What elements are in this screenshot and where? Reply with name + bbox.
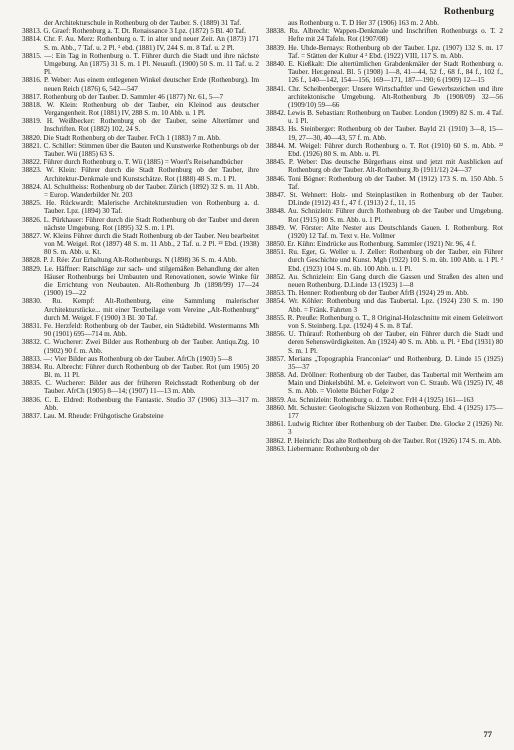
bibliography-entry: 38820. Die Stadt Rothenburg ob der Tauber. FrCh 1 (1883) 7 m. Abb.	[22, 133, 221, 142]
bibliography-entry: 38852. Au. Schnizlein: Ein Gang durch die Gassen und Straßen des alten und neuen Rothenburg. D.Linde 13 (1923) 1—8	[266, 272, 503, 289]
bibliography-entry: 38818. W. Klein: Rothenburg ob der Tauber, ein Kleinod aus deutscher Vergangenheit. Rot (1881) IV, 288 S. m. 10 Abb. u. 1 Pl.	[22, 100, 259, 118]
bibliography-entry: 38821. C. Schiller: Stimmen über die Bauten und Kunstwerke Rothenburgs ob der Tauber. Wü (1885) 63 S.	[22, 141, 259, 158]
bibliography-entry: 38851. Ru. Eger, G. Weller u. J. Zeller: Rothenburg ob der Tauber, ein Führer durch Geschichte und Kunst. Mgh (1922) 101 S. m. üb. 100 Abb. u. 1 Pl. ² Ebd. (1923) 104 S. m. üb. 100 Abb. u. 1 Pl.	[266, 248, 503, 273]
bibliography-entry: 38814. Chr. F. Au. Merz: Rothenburg o. T. in alter und neuer Zeit. An (1873) 171 S. m. Abb., 7 Taf. u. 2 Pl. ² ebd. (1881) IV, 244 S. m. 8 Taf. u. 2 Pl.	[22, 35, 259, 52]
bibliography-entry: 38861. Ludwig Richter über Rothenburg ob der Tauber. Dte. Glocke 2 (1926) Nr. 3	[266, 420, 503, 437]
bibliography-entry: 38842. Lewis B. Sebastian: Rothenburg on Tauber. London (1909) 82 S. m. 4 Taf. u. 1 Pl.	[266, 109, 503, 126]
bibliography-entry: 38826. L. Pürkhauer: Führer durch die Stadt Rothenburg ob der Tauber und deren nächste Umgebung. Rot (1895) 32 S. m. 1 Pl.	[22, 215, 259, 232]
bibliography-entry: 38829. Le. Häffner: Ratschläge zur sach- und stilgemäßen Behandlung der alten Häuser Rothenburgs bei Umbauten und Renovationen, sowie Winke für die Errichtung von Neubauten. Alt-Rothenburg Jb (1898/99) 17—24 (1900) 19—22	[22, 264, 259, 298]
bibliography-entry: 38843. Hs. Steinberger: Rothenburg ob der Tauber. Bayld 21 (1910) 3—8, 15—19, 27—30, 40—43, 57 f. m. Abb.	[266, 125, 503, 142]
bibliography-entry: 38815. —: Ein Tag in Rothenburg o. T. Führer durch die Stadt und ihre nächste Umgebung. An (1875) 31 S. m. 1 Pl. Neuaufl. (1900) 50 S. m. 11 Taf. u. 2 Pl.	[22, 51, 259, 77]
bibliography-entry: 38859. Au. Schnizlein: Rothenburg o. d. Tauber. FrH 4 (1925) 161—163	[266, 395, 474, 404]
bibliography-entry: 38813. G. Graef: Rothenburg a. T. Dt. Renaissance 3 Lpz. (1872) 5 Bl. 40 Taf.	[22, 27, 246, 36]
bibliography-entry: 38828. P. J. Rée: Zur Erhaltung Alt-Rothenburgs. N (1898) 36 S. m. 4 Abb.	[22, 256, 237, 265]
bibliography-entry: 38834. Ru. Albrecht: Führer durch Rothenburg ob der Tauber. Rot (um 1905) 20 Bl. m. 11 Pl.	[22, 362, 259, 380]
bibliography-entry: 38857. Merians „Topographia Franconiae“ und Rothenburg. D. Linde 15 (1925) 35—37	[266, 354, 503, 371]
bibliography-entry: 38862. P. Heinrich: Das alte Rothenburg ob der Tauber. Rot (1926) 174 S. m. Abb.	[266, 436, 502, 445]
bibliography-entry: 38831. Fe. Herzfeld: Rothenburg ob der Tauber, ein Städtebild. Westermanns Mh 90 (1901) 695—714 m. Abb.	[22, 321, 259, 339]
bibliography-entry: 38848. Au. Schnizlein: Führer durch Rothenburg ob der Tauber und Umgebung. Rot (1915) 80 S. m. Abb. u. 1 Pl.	[266, 207, 503, 224]
bibliography-entry: 38838. Ru. Albrecht: Wappen-Denkmale und Inschriften Rothenburgs o. T. 2 Hefte mit 24 Tafeln. Rot (1907/08)	[266, 27, 503, 44]
bibliography-entry: 38860. Mt. Schuster: Geologische Skizzen von Rothenburg. Ebd. 4 (1925) 175—177	[266, 403, 503, 420]
right-column	[266, 19, 503, 453]
bibliography-entry: 38816. P. Weber: Aus einem entlegenen Winkel deutscher Erde (Rothenburg). Im neuen Reich (1876) 6, 542—547	[22, 76, 259, 93]
bibliography-entry: 38849. W. Förster: Alte Nester aus Deutschlands Gauen. I. Rothenburg. Rot (1920) 12 Taf. m. Text v. He. Vollmer	[266, 223, 503, 240]
bibliography-entry: 38850. Er. Kühn: Eindrücke aus Rothenburg. Sammler (1921) Nr. 96, 4 f.	[266, 240, 476, 249]
bibliography-entry: 38830. Ru. Kempf: Alt-Rothenburg, eine Sammlung malerischer Architekturstücke... mit einer Textbeilage vom Vereine „Alt-Rothenburg“ durch M. Weigel. F (1900) 3 Bl. 30 Taf.	[22, 297, 259, 322]
bibliography-entry: 38836. C. E. Eldred: Rothenburg the Fantastic. Studio 37 (1906) 313—317 m. Abb.	[22, 395, 259, 412]
bibliography-entry: 38837. Lau. M. Rheude: Frühgotische Grabsteine	[22, 412, 164, 420]
page-number: 77	[483, 729, 492, 739]
bibliography-entry: 38858. Ad. Dröllner: Rothenburg ob der Tauber, das Taubertal mit Wertheim am Main und Dinkelsbühl. M. e. Geleitwort von C. Straub. Wü (1925) IV, 48 S. m. Abb. = Violette Bücher Folge 2	[266, 371, 503, 396]
bibliography-entry: 38845. P. Weber: Das deutsche Bürgerhaus einst und jetzt mit Ausblicken auf Rothenburg ob der Tauber. Alt-Rothenburg Jb (1911/12) 24—37	[266, 158, 503, 175]
bibliography-entry: 38824. Al. Schultheiss: Rothenburg ob der Tauber. Zürich (1892) 32 S. m. 11 Abb. = Europ. Wanderbilder Nr. 203	[22, 182, 259, 199]
bibliography-entry: 38855. R. Preuße: Rothenburg o. T., 8 Original-Holzschnitte mit einem Geleitwort von S. Steinberg. Lpz. (1924) 4 S. m. 8 Taf.	[266, 313, 503, 330]
bibliography-entry: 38819. H. Weißbecker: Rothenburg ob der Tauber, seine Altertümer und Inschriften. Rot (1882) 102, 24 S.	[22, 117, 259, 134]
bibliography-entry: 38835. C. Wucherer: Bilder aus der früheren Reichsstadt Rothenburg ob der Tauber. AfrCh (1905) 8—14; (1907) 11—13 m. Abb.	[22, 379, 259, 396]
bibliography-entry: 38832. C. Wucherer: Zwei Bilder aus Rothenburg ob der Tauber. Antiqu.Ztg. 10 (1902) 90 f. m. Abb.	[22, 338, 259, 355]
bibliography-entry: 38823. W. Klein: Führer durch die Stadt Rothenburg ob der Tauber, ihre Architektur-Denkmale und Kunstschätze. Rot (1888) 48 S. m. 1 Pl.	[22, 166, 259, 183]
bibliography-entry: 38853. Th. Henner: Rothenburg ob der Tauber AfrB (1924) 29 m. Abb.	[266, 289, 469, 298]
bibliography-entry: 38822. Führer durch Rothenburg o. T. Wü (1885) = Woerl's Reisehandbücher	[22, 158, 243, 167]
bibliography-entry: 38844. M. Weigel: Führer durch Rothenburg o. T. Rot (1910) 60 S. m. Abb. ²² Ebd. (1926) 80 S. m. Abb. u. Pl.	[266, 141, 503, 158]
bibliography-entry: 38825. He. Rückwardt: Malerische Architekturstudien von Rothenburg a. d. Tauber. Lpz. (1894) 30 Taf.	[22, 199, 259, 216]
bibliography-entry: 38833. —: Vier Bilder aus Rothenburg ob der Tauber. AfrCh (1903) 5—8	[22, 354, 232, 363]
bibliography-entry: 38827. W. Kleins Führer durch die Stadt Rothenburg ob der Tauber. Neu bearbeitet von M. Weigel. Rot (1897) 48 S. m. 11 Abb., 2 Taf. u. 2 Pl. ²² Ebd. (1938) 80 S. m. Abb. u. Kt.	[22, 231, 260, 257]
bibliography-entry: 38856. U. Thürauf: Rothenburg ob der Tauber, ein Führer durch die Stadt und deren Sehenswürdigkeiten. An (1924) 40 S. m. Abb. u. Pl. ² Ebd (1931) 80 S. m. 1 Pl.	[266, 330, 503, 355]
bibliography-entry: 38863. Liebermann: Rothenburg ob der	[266, 444, 380, 453]
continued-entry: der Architekturschule in Rothenburg ob der Tauber. S. (1889) 31 Taf.	[44, 19, 242, 27]
bibliography-entry: 38847. St. Wehnert: Holz- und Steinplastiken in Rothenburg ob der Tauber. DLinde (1912) 43 f., 47 f. (1913) 2 f., 11, 15	[266, 190, 503, 208]
left-column	[22, 19, 259, 420]
continued-entry: aus Rothenburg o. T. D Her 37 (1906) 163 m. 2 Abb.	[288, 19, 439, 27]
bibliography-entry: 38840. E. Kießkalt: Die altertümlichen Grabdenkmäler der Stadt Rothenburg o. Tauber. Her.geneal. Bl. 5 (1908) 1—8, 41—44, 52 f., 68 f., 84 f., 102 f., 126 f., 140—142, 154—156, 169—171, 187—190; 6 (1909) 12—15	[266, 59, 503, 85]
bibliography-entry: 38817. Rothenburg ob der Tauber. D. Sammler 46 (1877) Nr. 61, 5—7	[22, 92, 224, 101]
running-head: Rothenburg	[443, 7, 494, 17]
bibliography-entry: 38846. Toni Bögner: Rothenburg ob der Tauber. M (1912) 173 S. m. 150 Abb. 5 Taf.	[266, 174, 503, 191]
bibliography-entry: 38854. Wr. Köhler: Rothenburg und das Taubertal. Lpz. (1924) 230 S. m. 190 Abb. = Fränk. Fahrten 3	[266, 297, 503, 314]
bibliography-entry: 38841. Chr. Scheibenberger: Unsere Wirtschaftler und Gewerbszeichen und ihre architektonische Umgebung. Alt-Rothenburg Jb (1908/09) 32—56 (1909/10) 59—66	[266, 84, 503, 109]
bibliography-entry: 38839. He. Uhde-Bernays: Rothenburg ob der Tauber. Lpz. (1907) 132 S. m. 17 Taf. = Stätten der Kultur 4 ² Ebd. (1922) VIII, 117 S. m. Abb.	[266, 43, 503, 60]
